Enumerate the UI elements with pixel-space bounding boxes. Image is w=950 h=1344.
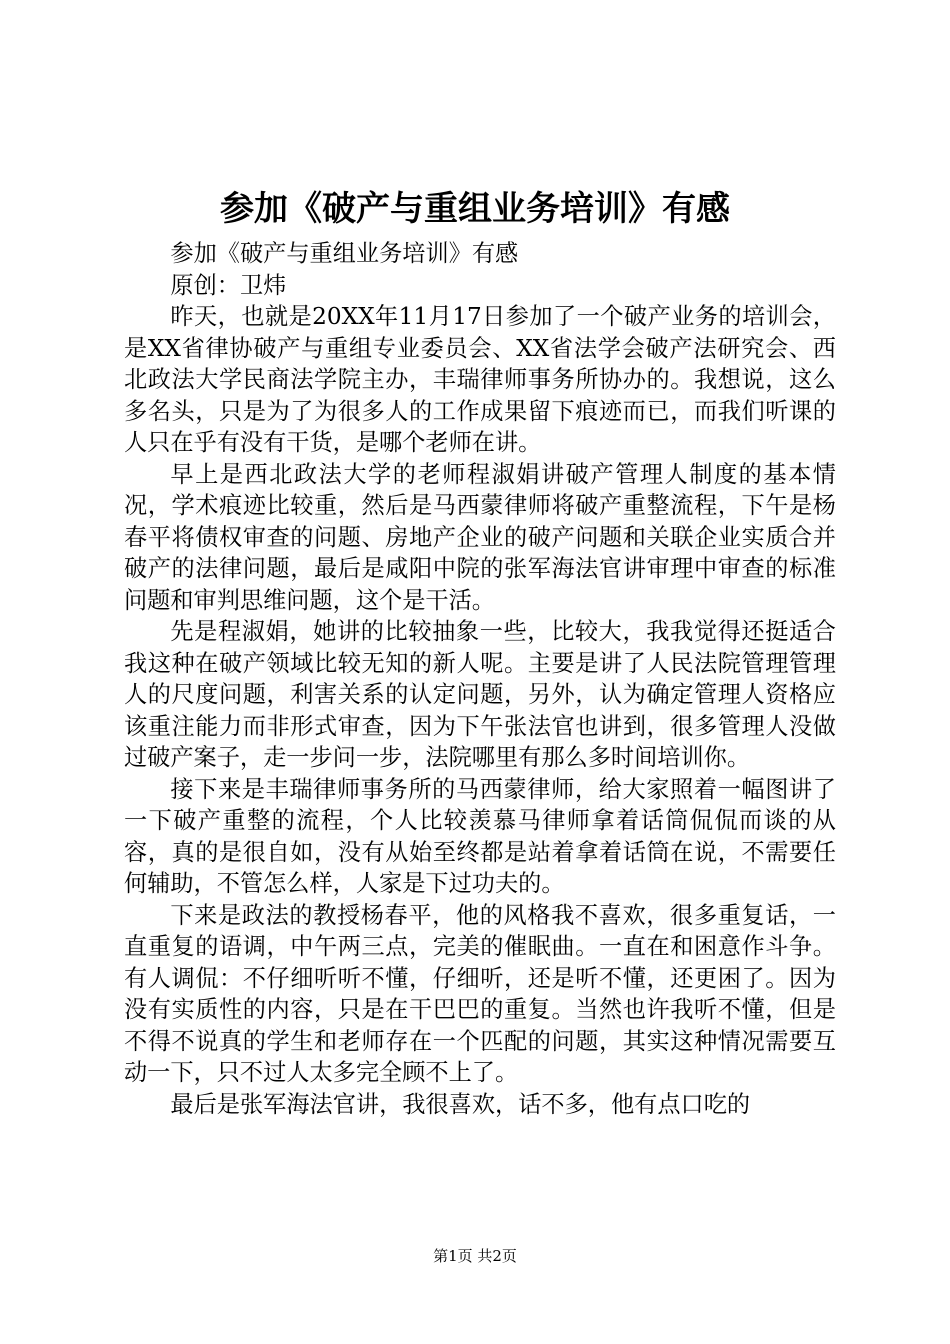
paragraph: 先是程淑娟，她讲的比较抽象一些，比较大，我我觉得还挺适合我这种在破产领域比较无知的新人呢。主要是讲了人民法院管理管理人的尺度问题，利害关系的认定问题，另外，认为确定管理人资格应该重注能力而非形式审查，因为下午张法官也讲到，很多管理人没做过破产案子，走一步问一步，法院哪里有那么多时间培训你。 xyxy=(124,618,836,771)
document-title: 参加《破产与重组业务培训》有感 xyxy=(220,189,730,229)
paragraph: 下来是政法的教授杨春平，他的风格我不喜欢，很多重复话，一直重复的语调，中午两三点，完美的催眠曲。一直在和困意作斗争。有人调侃：不仔细听听不懂，仔细听，还是听不懂，还更困了。因为没有实质性的内容，只是在干巴巴的重复。当然也许我听不懂，但是不得不说真的学生和老师存在一个匹配的问题，其实这种情况需要互动一下，只不过人太多完全顾不上了。 xyxy=(124,901,836,1086)
paragraph: 最后是张军海法官讲，我很喜欢，话不多，他有点口吃的 xyxy=(170,1090,751,1118)
paragraph: 接下来是丰瑞律师事务所的马西蒙律师，给大家照着一幅图讲了一下破产重整的流程，个人比较羡慕马律师拿着话筒侃侃而谈的从容，真的是很自如，没有从始至终都是站着拿着话筒在说，不需要任何辅助，不管怎么样，人家是下过功夫的。 xyxy=(124,775,836,897)
page-footer: 第1页 共2页 xyxy=(433,1247,517,1265)
paragraph-subtitle: 参加《破产与重组业务培训》有感 xyxy=(170,240,519,267)
paragraph: 昨天，也就是20XX年11月17日参加了一个破产业务的培训会，是XX省律协破产与重组专业委员会、XX省法学会破产法研究会、西北政法大学民商法学院主办，丰瑞律师事务所协办的。我想说，这么多名头，只是为了为很多人的工作成果留下痕迹而已，而我们听课的人只在乎有没有干货，是哪个老师在讲。 xyxy=(124,303,836,456)
paragraph-author: 原创：卫炜 xyxy=(170,271,287,299)
paragraph: 早上是西北政法大学的老师程淑娟讲破产管理人制度的基本情况，学术痕迹比较重，然后是马西蒙律师将破产重整流程，下午是杨春平将债权审查的问题、房地产企业的破产问题和关联企业实质合并破产的法律问题，最后是咸阳中院的张军海法官讲审理中审查的标准问题和审判思维问题，这个是干活。 xyxy=(124,460,836,614)
document-body xyxy=(124,238,836,1120)
